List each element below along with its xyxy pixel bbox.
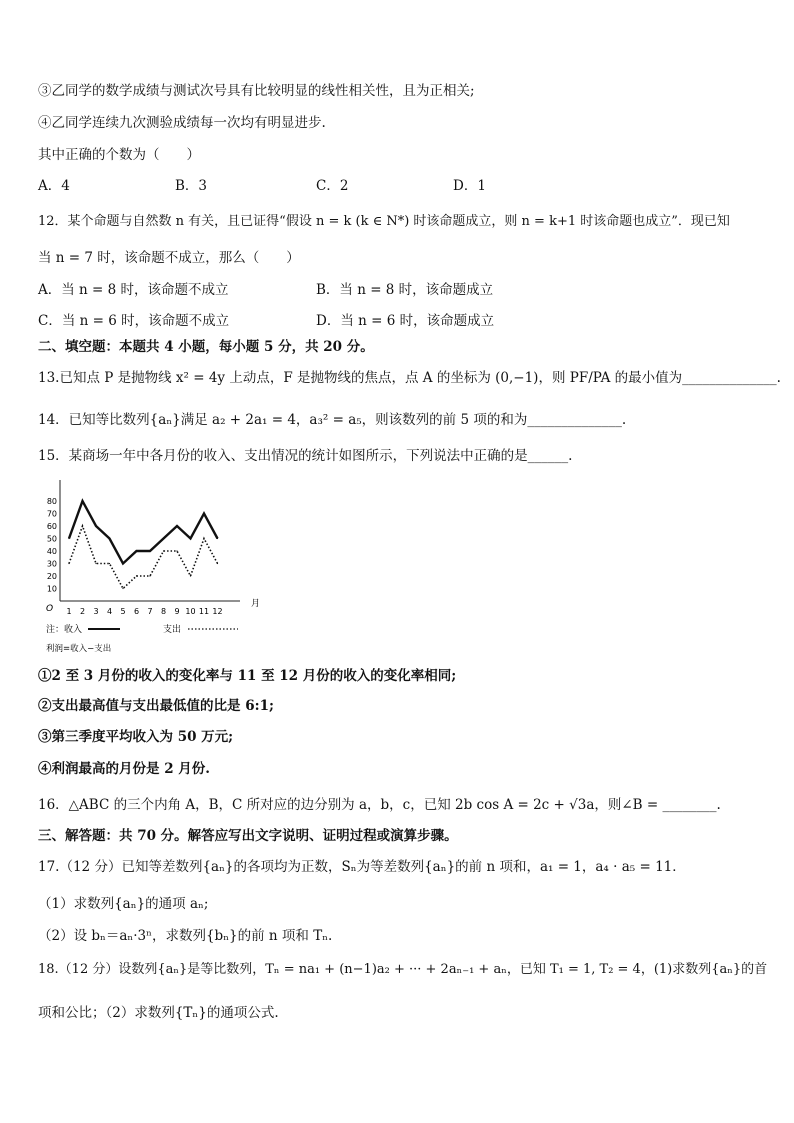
q12-option-a[interactable]: A．当 n = 8 时，该命题不成立 — [38, 282, 229, 298]
x-tick-label: 5 — [120, 607, 126, 616]
income-point — [82, 500, 83, 501]
y-tick-label: 80 — [46, 497, 57, 506]
q18-line1: 18.（12 分）设数列{aₙ}是等比数列，Tₙ = na₁ + (n−1)a₂ + ··· + 2aₙ₋₁ + aₙ，已知 T₁ = 1, T₂ = 4，(1)求数列{aₙ}的首 — [38, 962, 768, 977]
q16: 16．△ABC 的三个内角 A，B，C 所对应的边分别为 a，b，c，已知 2b cos A = 2c + √3a，则∠B = ________. — [38, 797, 721, 813]
q18-line2: 项和公比；（2）求数列{Tₙ}的通项公式. — [38, 1005, 279, 1021]
income-point — [163, 538, 164, 539]
x-tick-label: 10 — [185, 607, 196, 616]
expense-point — [82, 525, 83, 526]
question-prompt: 其中正确的个数为（ ） — [38, 147, 200, 163]
chart-lines — [68, 500, 218, 589]
x-tick-label: 1 — [66, 607, 72, 616]
q11-option-b[interactable]: B．3 — [175, 178, 208, 194]
income-point — [217, 538, 218, 539]
expense-series-line — [69, 526, 218, 589]
x-tick-label: 4 — [106, 607, 113, 616]
y-tick-label: 40 — [46, 547, 57, 556]
expense-point — [109, 563, 110, 564]
expense-point — [122, 588, 123, 589]
y-tick-label: 30 — [46, 559, 57, 569]
income-expense-chart — [38, 476, 268, 658]
x-tick-label: 11 — [198, 607, 210, 616]
statement-3: ③乙同学的数学成绩与测试次号具有比较明显的线性相关性，且为正相关; — [38, 83, 475, 99]
statement-4: ④乙同学连续九次测验成绩每一次均有明显进步. — [38, 115, 326, 131]
expense-point — [190, 575, 191, 576]
expense-point — [217, 563, 218, 564]
y-tick-label: 20 — [46, 572, 57, 581]
statement-15-1: ①2 至 3 月份的收入的变化率与 11 至 12 月份的收入的变化率相同; — [38, 668, 457, 684]
legend-income-label: 注：收入 — [46, 625, 83, 635]
legend-profit-note: 利润=收入−支出 — [46, 644, 112, 654]
income-point — [68, 538, 69, 539]
income-point — [109, 538, 110, 539]
income-point — [203, 513, 204, 514]
expense-point — [176, 550, 177, 551]
q17-part1: （1）求数列{aₙ}的通项 aₙ; — [38, 896, 209, 912]
q11-option-d[interactable]: D．1 — [453, 178, 486, 194]
x-tick-label: 9 — [174, 607, 180, 616]
q12-stem-line2: 当 n = 7 时，该命题不成立，那么（ ） — [38, 250, 300, 266]
origin-label: O — [46, 604, 54, 614]
income-point — [95, 525, 96, 526]
expense-point — [68, 563, 69, 564]
q11-option-a[interactable]: A．4 — [38, 178, 70, 194]
x-axis-label: 月 — [251, 599, 261, 609]
x-tick-label: 3 — [93, 607, 99, 616]
q14: 14．已知等比数列{aₙ}满足 a₂ + 2a₁ = 4，a₃² = a₅，则该数列的前 5 项的和为______________. — [38, 412, 627, 428]
q17-part2: （2）设 bₙ＝aₙ·3ⁿ，求数列{bₙ}的前 n 项和 Tₙ. — [38, 928, 333, 944]
section-2-heading: 二、填空题：本题共 4 小题，每小题 5 分，共 20 分。 — [38, 339, 374, 355]
q17: 17.（12 分）已知等差数列{aₙ}的各项均为正数，Sₙ为等差数列{aₙ}的前 n 项和，a₁ = 1，a₄ · a₅ = 11． — [38, 859, 686, 875]
expense-point — [203, 538, 204, 539]
x-tick-label: 2 — [79, 607, 86, 616]
income-point — [176, 525, 177, 526]
income-series-line — [69, 501, 218, 564]
q15: 15．某商场一年中各月份的收入、支出情况的统计如图所示，下列说法中正确的是______. — [38, 448, 573, 464]
legend-expense-label: 支出 — [163, 625, 182, 635]
expense-point — [163, 550, 164, 551]
x-tick-label: 7 — [147, 607, 153, 616]
q13: 13.已知点 P 是抛物线 x² = 4y 上动点，F 是抛物线的焦点，点 A 的坐标为 (0,−1)，则 PF/PA 的最小值为______________. — [38, 370, 781, 386]
income-point — [190, 538, 191, 539]
y-tick-label: 10 — [46, 584, 57, 594]
x-tick-label: 8 — [160, 607, 167, 616]
y-tick-label: 60 — [46, 522, 57, 531]
income-point — [122, 563, 123, 564]
q11-option-c[interactable]: C．2 — [316, 178, 349, 194]
statement-15-4: ④利润最高的月份是 2 月份. — [38, 761, 210, 777]
expense-point — [136, 575, 137, 576]
expense-point — [149, 575, 150, 576]
section-3-heading: 三、解答题：共 70 分。解答应写出文字说明、证明过程或演算步骤。 — [38, 828, 458, 844]
income-point — [149, 550, 150, 551]
q12-stem-line1: 12．某个命题与自然数 n 有关，且已证得“假设 n = k (k ∈ N*) 时该命题成立，则 n = k+1 时该命题也成立”．现已知 — [38, 214, 730, 229]
income-point — [136, 550, 137, 551]
x-tick-label: 12 — [212, 607, 223, 616]
q12-option-b[interactable]: B．当 n = 8 时，该命题成立 — [316, 282, 494, 298]
y-tick-label: 50 — [46, 534, 57, 544]
statement-15-2: ②支出最高值与支出最低值的比是 6:1; — [38, 698, 274, 714]
expense-point — [95, 563, 96, 564]
q12-option-d[interactable]: D．当 n = 6 时，该命题成立 — [316, 313, 495, 329]
chart-ticks — [47, 497, 223, 616]
y-tick-label: 70 — [46, 509, 57, 519]
q12-option-c[interactable]: C．当 n = 6 时，该命题不成立 — [38, 313, 230, 329]
x-tick-label: 6 — [133, 607, 140, 616]
statement-15-3: ③第三季度平均收入为 50 万元; — [38, 729, 234, 745]
chart-legend — [46, 623, 238, 654]
